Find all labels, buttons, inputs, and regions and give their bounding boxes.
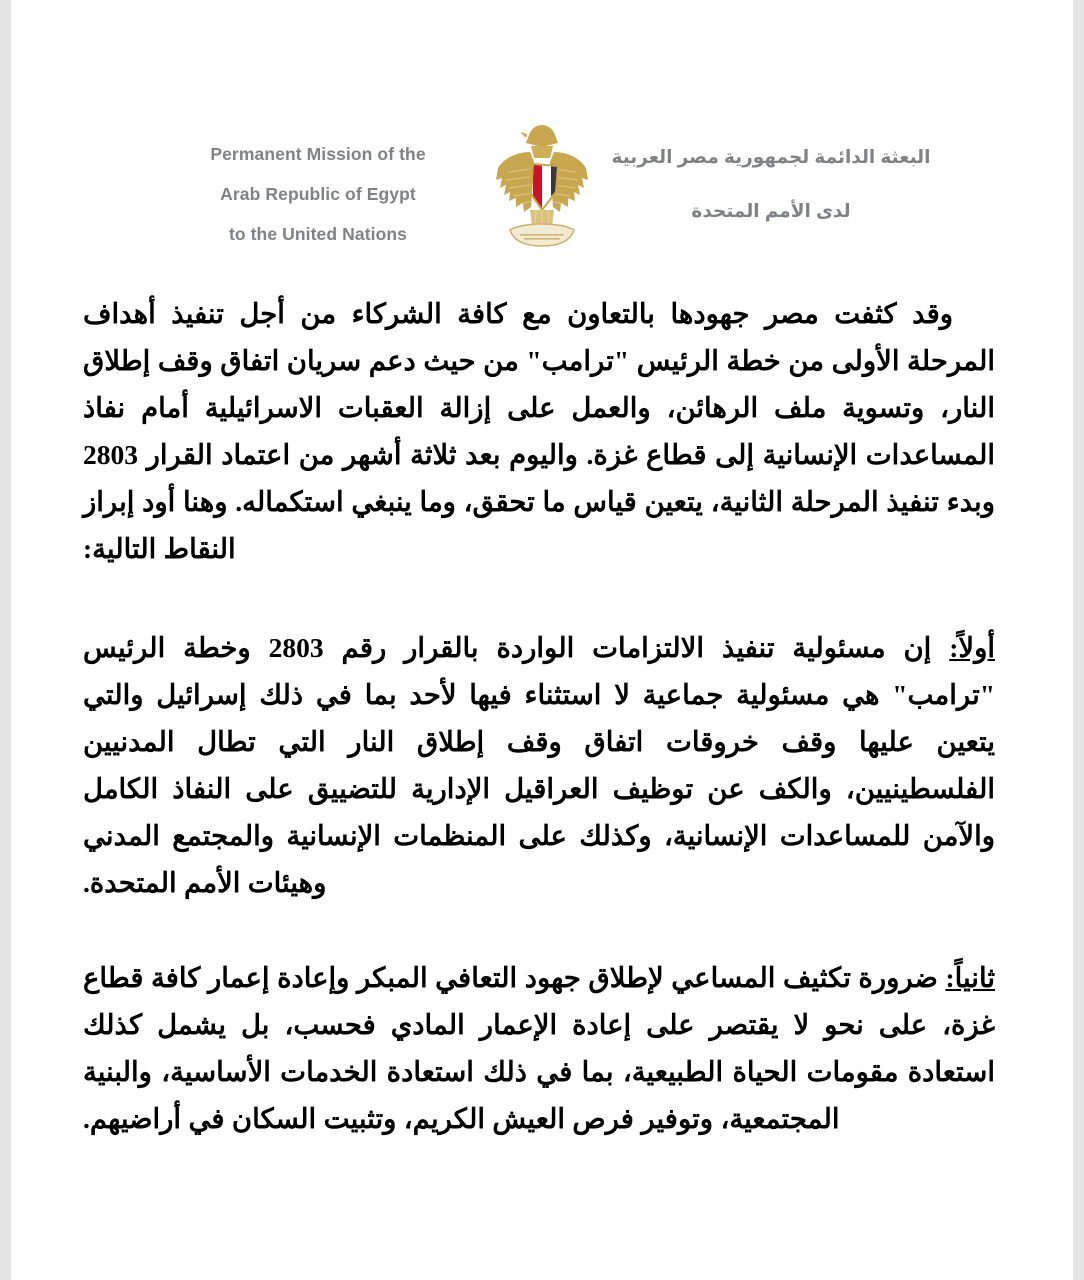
paragraph-3-ordinal: ثانياً: [945,962,995,993]
letterhead-arabic-line-2: لدى الأمم المتحدة [691,200,851,221]
paragraph-3 [83,954,995,1142]
letterhead-arabic-text [602,118,940,238]
emblem-container [482,118,602,258]
letterhead [11,118,1073,268]
eagle-of-saladin-emblem [490,122,594,258]
paragraph-2-text: إن مسئولية تنفيذ الالتزامات الواردة بالقرار رقم 2803 وخطة الرئيس "ترامب" هي مسئولية جماعية لا استثناء فيها لأحد بما في ذلك إسرائيل والتي يتعين عليها وقف خروقات اتفاق وقف إطلاق النار التي تطال المدنيين الفلسطينيين، والكف عن توظيف العراقيل الإدارية للتضييق على النفاذ الكامل والآمن للمساعدات الإنسانية، وكذلك على المنظمات الإنسانية والمجتمع المدني وهيئات الأمم المتحدة. [83,632,995,898]
letterhead-english-line-2: Arab Republic of Egypt [220,184,416,204]
document-body [11,290,1073,1175]
paragraph-2-ordinal: أولاً: [949,632,995,663]
paragraph-3-text: ضرورة تكثيف المساعي لإطلاق جهود التعافي المبكر وإعادة إعمار كافة قطاع غزة، على نحو لا يقتصر على إعادة الإعمار المادي فحسب، بل يشمل كذلك استعادة مقومات الحياة الطبيعية، بما في ذلك استعادة الخدمات الأساسية، والبنية المجتمعية، وتوفير فرص العيش الكريم، وتثبيت السكان في أراضيهم. [83,962,995,1134]
letterhead-english-text [144,118,482,254]
paragraph-2 [83,624,995,906]
letterhead-english-line-1: Permanent Mission of the [210,144,426,164]
letterhead-arabic-line-1: البعثة الدائمة لجمهورية مصر العربية [611,146,931,167]
paragraph-1-text: وقد كثفت مصر جهودها بالتعاون مع كافة الشركاء من أجل تنفيذ أهداف المرحلة الأولى من خطة الرئيس "ترامب" من حيث دعم سريان اتفاق وقف إطلاق النار، وتسوية ملف الرهائن، والعمل على إزالة العقبات الاسرائيلية أمام نفاذ المساعدات الإنسانية إلى قطاع غزة. واليوم بعد ثلاثة أشهر من اعتماد القرار 2803 وبدء تنفيذ المرحلة الثانية، يتعين قياس ما تحقق، وما ينبغي استكماله. وهنا أود إبراز النقاط التالية: [83,298,995,564]
document-page [11,0,1073,1280]
paragraph-1 [83,290,995,572]
letterhead-english-line-3: to the United Nations [228,224,408,244]
